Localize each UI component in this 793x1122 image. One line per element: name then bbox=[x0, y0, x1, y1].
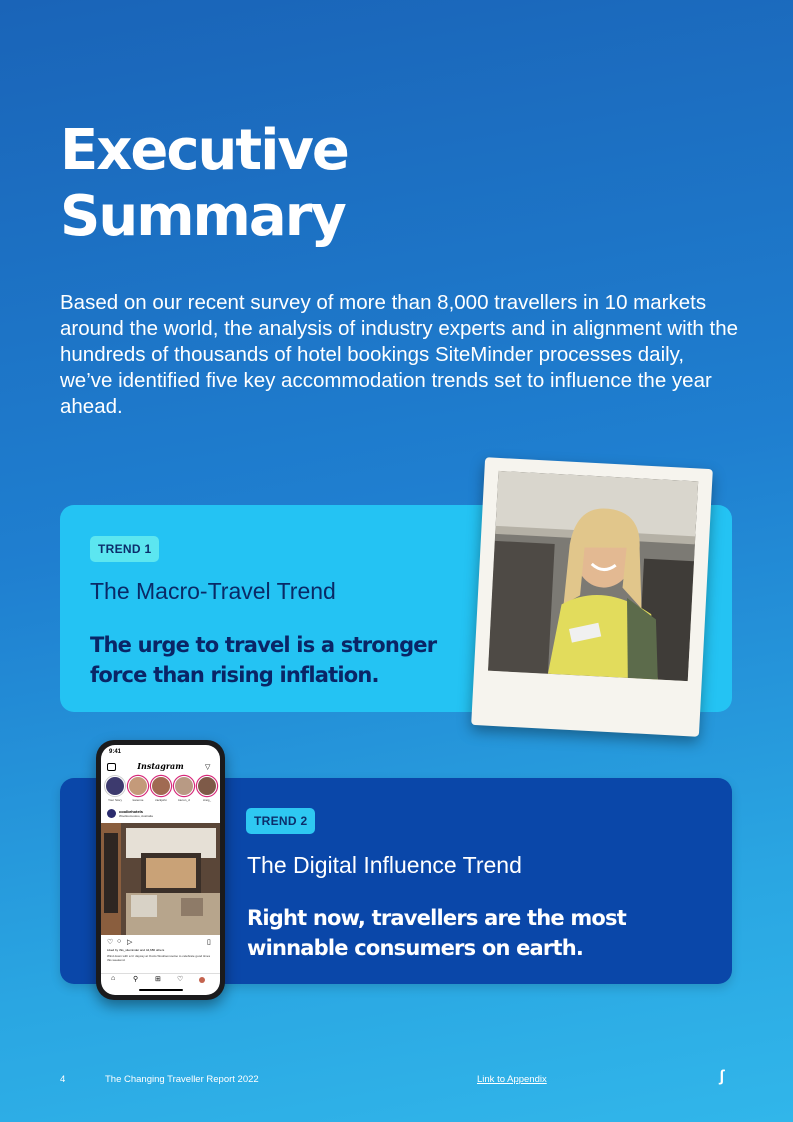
phone-status-time: 9:41 bbox=[109, 749, 122, 755]
story-avatar bbox=[151, 776, 171, 796]
post-image bbox=[101, 823, 220, 935]
trend-2-badge: TREND 2 bbox=[246, 808, 315, 834]
add-post-icon: ⊞ bbox=[155, 976, 161, 983]
likes-text: Liked by this_sitemind​er and 44,686 others bbox=[107, 948, 165, 952]
page-title bbox=[60, 118, 348, 250]
polaroid-photo-frame bbox=[471, 457, 713, 737]
bookmark-icon: ▯ bbox=[207, 939, 211, 946]
page-number: 4 bbox=[60, 1074, 66, 1085]
stories-row bbox=[105, 776, 217, 806]
story-label: zackjohn bbox=[155, 798, 167, 802]
story-avatar bbox=[105, 776, 125, 796]
siteminder-logo-icon: ʃ bbox=[719, 1068, 725, 1085]
comment-icon: ○ bbox=[117, 938, 122, 945]
phone-mockup bbox=[96, 740, 225, 1000]
trend-2-name: The Digital Influence Trend bbox=[247, 852, 522, 878]
title-line-1: Executive bbox=[60, 118, 348, 183]
post-username: coolbrhotels bbox=[119, 809, 144, 814]
camera-icon bbox=[107, 763, 116, 771]
trend-1-badge: TREND 1 bbox=[90, 536, 159, 562]
story-label: karenne bbox=[132, 798, 144, 802]
story-avatar bbox=[197, 776, 217, 796]
post-location: Woolloomooloo, Australia bbox=[119, 814, 153, 818]
instagram-logo-text: Instagram bbox=[137, 761, 184, 771]
post-avatar bbox=[107, 809, 116, 818]
phone-screen bbox=[101, 745, 220, 995]
hotel-lobby-illustration bbox=[101, 823, 220, 935]
story-label: Your Story bbox=[108, 798, 122, 802]
traveller-photo-illustration bbox=[488, 471, 698, 681]
trend-1-name: The Macro-Travel Trend bbox=[90, 578, 336, 604]
trend-1-headline: The urge to travel is a stronger force than rising inflation. bbox=[90, 633, 437, 687]
like-icon: ♡ bbox=[107, 939, 114, 946]
home-icon: ⌂ bbox=[111, 975, 116, 982]
search-icon: ⚲ bbox=[133, 976, 139, 983]
appendix-link[interactable]: Link to Appendix bbox=[477, 1074, 547, 1085]
direct-icon: ▽ bbox=[205, 764, 211, 771]
traveller-photo bbox=[488, 471, 698, 681]
report-title: The Changing Traveller Report 2022 bbox=[105, 1074, 259, 1085]
home-indicator bbox=[139, 989, 183, 991]
bottom-nav bbox=[101, 973, 220, 988]
story-avatar bbox=[174, 776, 194, 796]
activity-icon: ♡ bbox=[177, 976, 184, 983]
title-line-2: Summary bbox=[60, 184, 345, 249]
story-avatar bbox=[128, 776, 148, 796]
trend-2-headline: Right now, travellers are the most winnable consumers on earth. bbox=[247, 906, 626, 960]
profile-icon bbox=[199, 977, 205, 983]
story-label: kieron_d bbox=[178, 798, 190, 802]
intro-paragraph: Based on our recent survey of more than 8,000 travellers in 10 markets around the world, the analysis of industry experts and in alignment with the hundreds of thousands of hotel bookings SiteMinder processes daily, we’ve identified five key accommodation trends set to influence the year ahead. bbox=[60, 291, 739, 418]
share-icon: ▷ bbox=[127, 939, 133, 946]
post-caption: Wind down with a G' daycay at Ovolo Woolloomooloo to celebrate good times this weekend. bbox=[107, 954, 211, 962]
story-label: craig_ bbox=[202, 798, 212, 802]
